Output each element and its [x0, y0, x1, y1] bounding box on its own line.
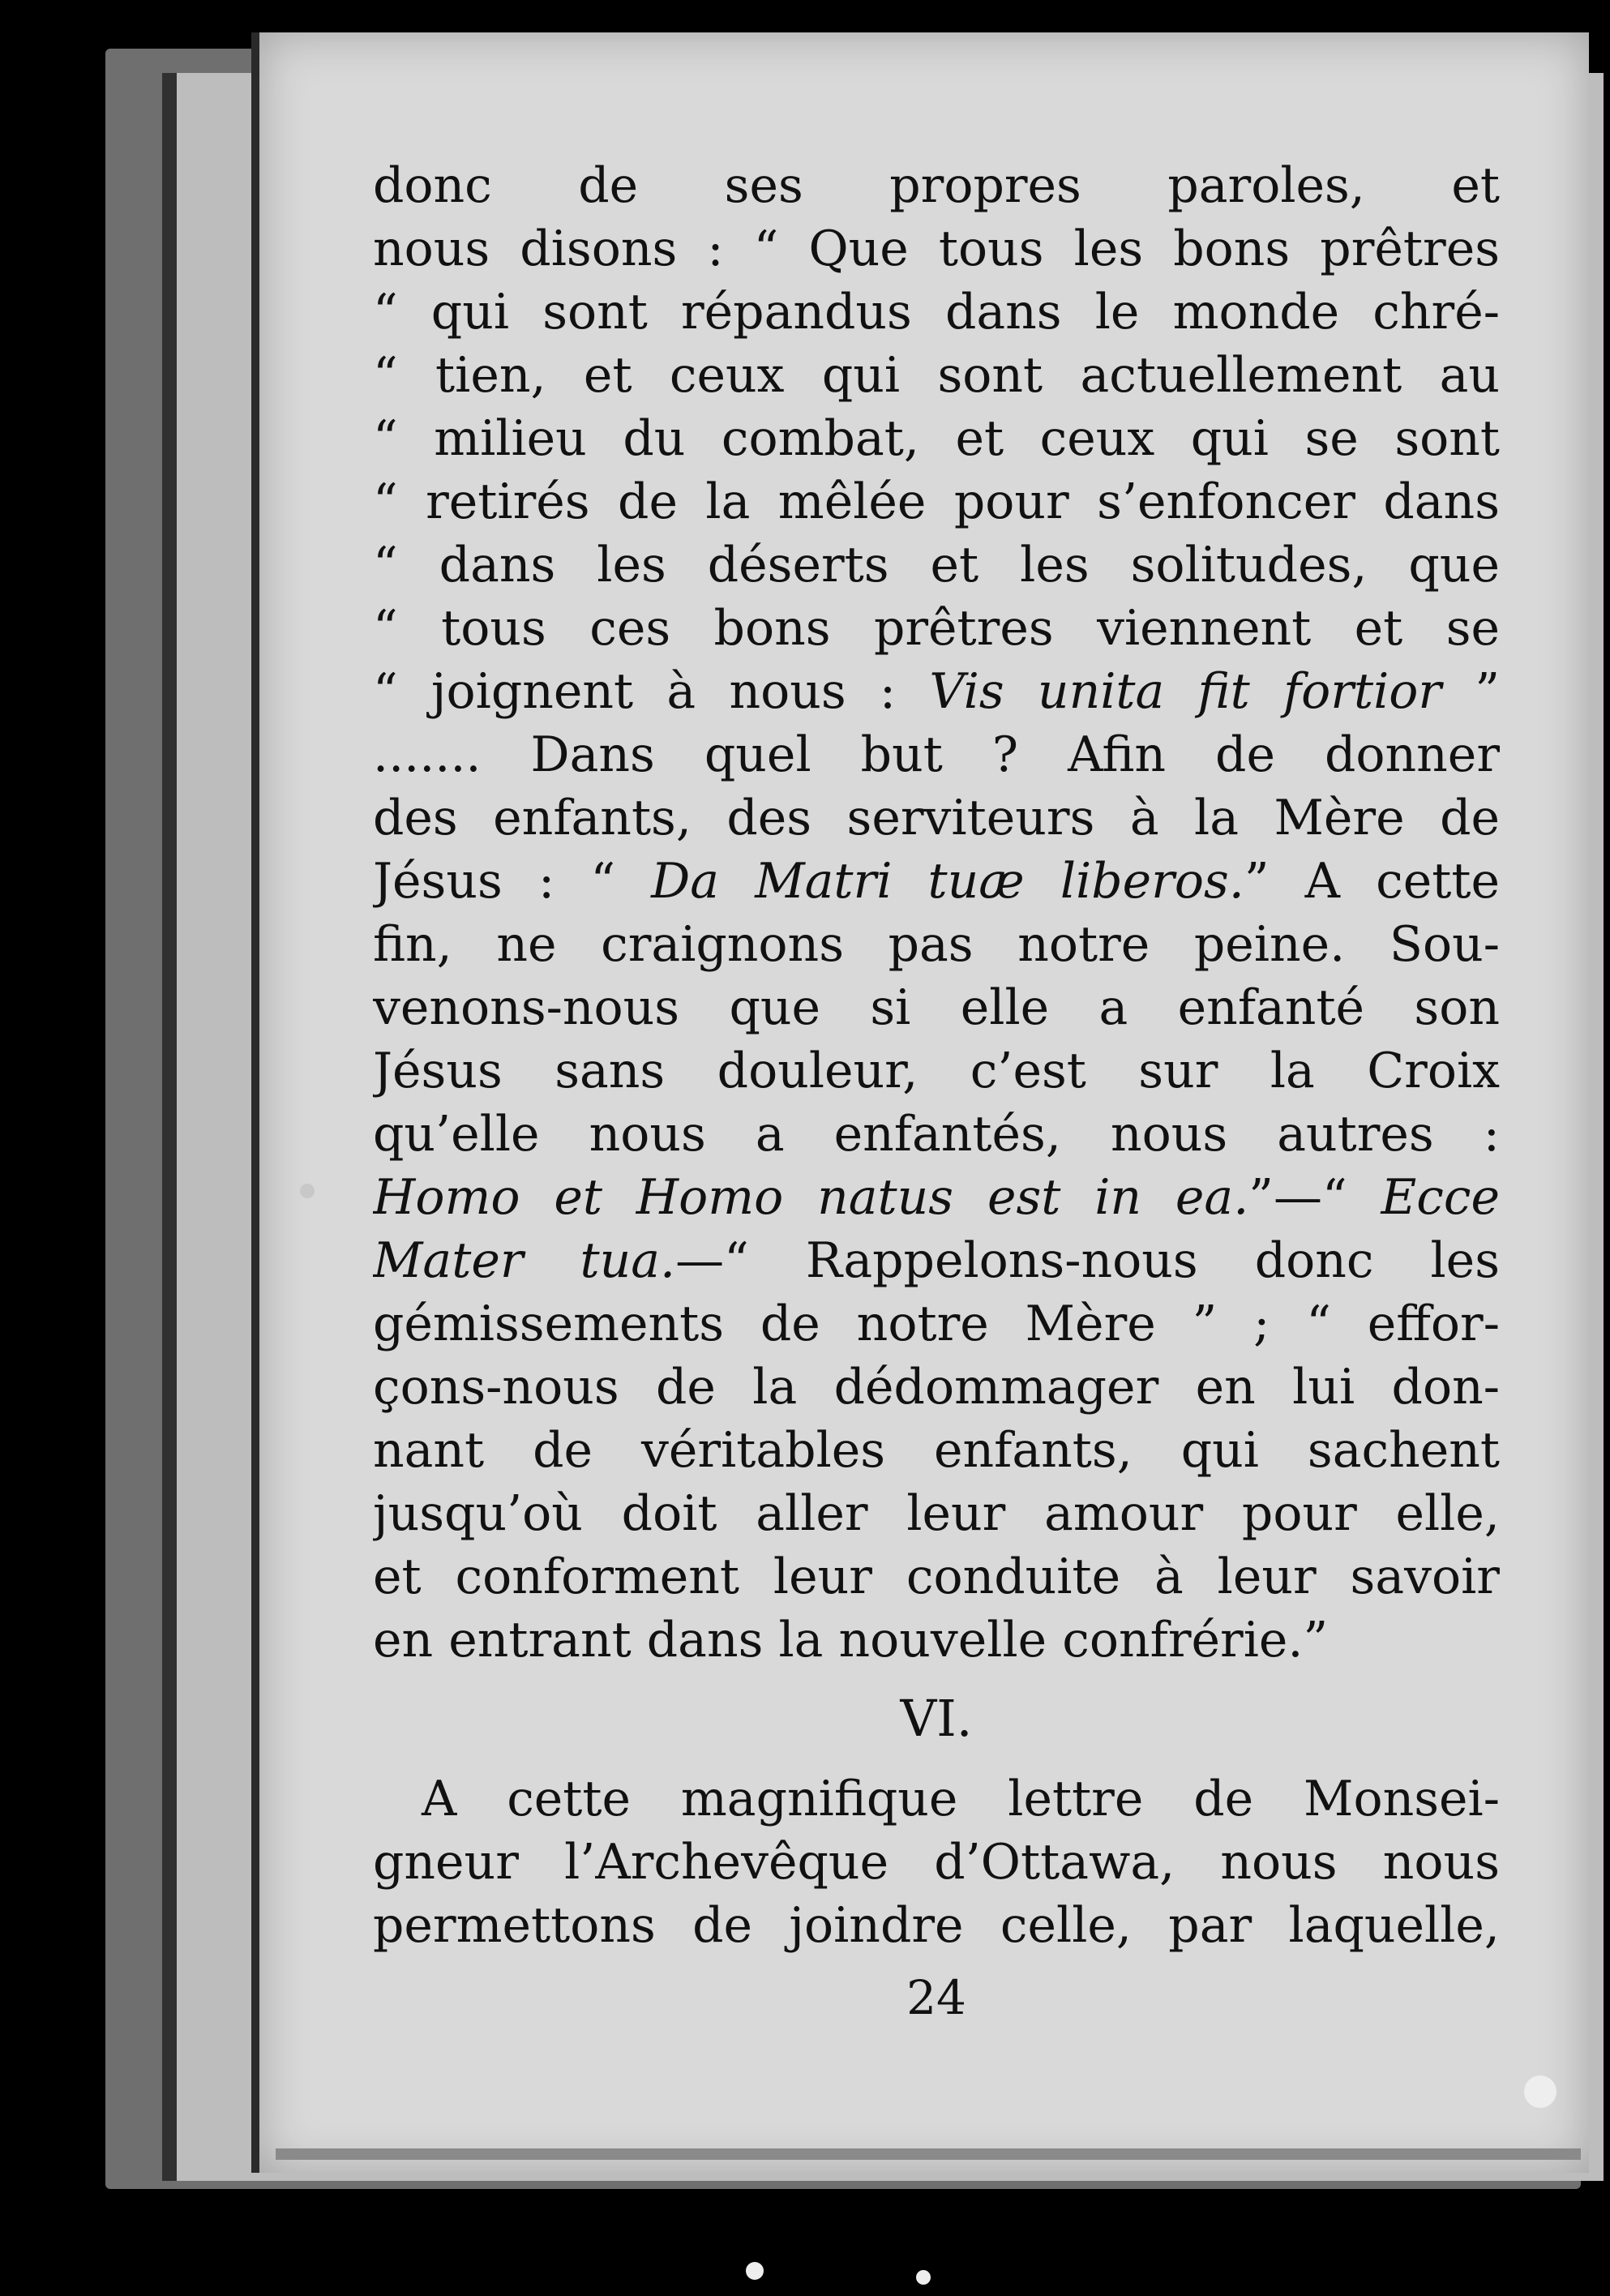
line-end: ” [1441, 663, 1500, 720]
section-heading: VI. [900, 1689, 973, 1748]
page-number: 24 [906, 1970, 966, 2025]
text-line: nous disons : “ Que tous les bons prêtres [373, 221, 1500, 277]
text-line-latin-motto [373, 660, 1500, 723]
text-line: en entrant dans la nouvelle confrérie.” [373, 1612, 1329, 1668]
text-line: jusqu’où doit aller leur amour pour elle, [373, 1485, 1500, 1542]
page-bottom-edge [276, 2148, 1581, 2160]
main-paragraph [373, 154, 1500, 1672]
text-line: “ tous ces bons prêtres viennent et se [373, 600, 1500, 657]
line-start: “ joignent à nous : [373, 663, 930, 720]
text-line: qu’elle nous a enfantés, nous autres : [373, 1106, 1500, 1163]
text-line-latin-quote [373, 1166, 1500, 1229]
line-start: Jésus : “ [373, 853, 652, 910]
latin-quote: Ecce [1381, 1169, 1500, 1226]
text-line: “ milieu du combat, et ceux qui se sont [373, 410, 1500, 467]
text-line: “ qui sont répandus dans le monde chré- [373, 284, 1500, 341]
line-end: ” A cette [1244, 853, 1500, 910]
text-line: ....... Dans quel but ? Afin de donner [373, 726, 1500, 783]
film-speck [746, 2262, 764, 2280]
text-line: A cette magnifique lettre de Monsei- [422, 1771, 1500, 1827]
text-line-latin-quote [373, 1229, 1500, 1292]
text-line: et conforment leur conduite à leur savoir [373, 1549, 1500, 1605]
second-paragraph [373, 1767, 1500, 1957]
film-speck [300, 1184, 315, 1198]
text-line-latin-quote [373, 850, 1500, 913]
text-line: gémissements de notre Mère ” ; “ effor- [373, 1296, 1500, 1352]
text-line: permettons de joindre celle, par laquelle, [373, 1897, 1500, 1954]
line-end: —“ Rappelons-nous donc les [675, 1232, 1500, 1289]
latin-quote: Vis unita fit fortior [929, 663, 1442, 720]
text-line: fin, ne craignons pas notre peine. Sou- [373, 916, 1500, 973]
text-line: “ tien, et ceux qui sont actuellement au [373, 347, 1500, 404]
film-speck [1524, 2075, 1556, 2108]
text-line: donc de ses propres paroles, et [373, 157, 1500, 214]
text-line: “ retirés de la mêlée pour s’enfoncer dans [373, 473, 1500, 530]
text-line: nant de véritables enfants, qui sachent [373, 1422, 1500, 1479]
text-line: venons-nous que si elle a enfanté son [373, 979, 1500, 1036]
latin-quote: Homo et Homo natus est in ea. [373, 1169, 1249, 1226]
text-line: des enfants, des serviteurs à la Mère de [373, 790, 1500, 846]
text-line: gneur l’Archevêque d’Ottawa, nous nous [373, 1834, 1500, 1891]
text-line: “ dans les déserts et les solitudes, que [373, 537, 1500, 593]
latin-quote: Mater tua. [373, 1232, 676, 1289]
latin-quote: Da Matri tuæ liberos. [651, 853, 1244, 910]
film-speck [916, 2270, 931, 2285]
text-line: Jésus sans douleur, c’est sur la Croix [373, 1043, 1500, 1099]
line-mid: ”—“ [1248, 1169, 1381, 1226]
text-line: çons-nous de la dédommager en lui don- [373, 1359, 1500, 1416]
